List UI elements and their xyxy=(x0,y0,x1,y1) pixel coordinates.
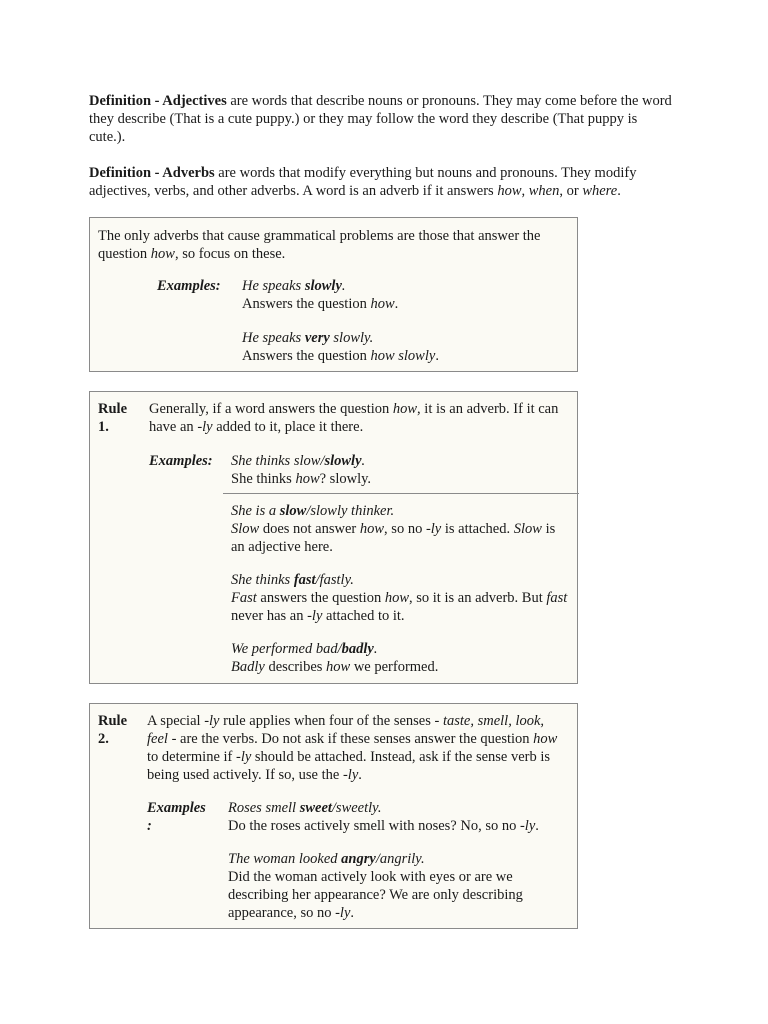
rule-1-example-3 xyxy=(231,571,571,625)
r2-t5: should be attached. Instead, ask if the sense verb is being used actively. If so, use the xyxy=(147,749,551,783)
rule-2-box xyxy=(89,703,578,929)
r1-ex2-n3: is attached. xyxy=(441,521,514,537)
box1-ex2-note: Answers the question xyxy=(242,348,371,364)
r2-ly2: -ly xyxy=(235,749,252,765)
r2-ex2-n1: Did the woman actively look with eyes or are we describing her appearance? We are only describing appearance, so no xyxy=(228,869,523,921)
r2-ex2-n2: . xyxy=(350,905,355,921)
r2-t1: A special xyxy=(147,713,205,729)
rule-2-example-1 xyxy=(228,799,573,835)
r1-ex2-n2: , so no xyxy=(384,521,426,537)
rule-1-box xyxy=(89,391,578,684)
adverbs-focus-box xyxy=(89,217,578,372)
r1-ex1-nem: how xyxy=(295,471,320,487)
r2-ex1-s2: /sweetly. xyxy=(331,800,382,816)
adverbs-text: are words that modify everything but nouns and pronouns. They modify adjectives, verbs, and other adverbs. A word is an adverb if it answers xyxy=(89,165,637,199)
adjectives-definition xyxy=(89,92,674,146)
adverbs-sep-1: , xyxy=(521,183,529,199)
r1-ex4-n2: we performed. xyxy=(350,659,439,675)
box1-ex1-note: Answers the question xyxy=(242,296,371,312)
r1-ex3-n3: never has an xyxy=(231,608,308,624)
r2-ex1-n2: . xyxy=(535,818,539,834)
r2-ex1-nem: -ly xyxy=(519,818,536,834)
r1-ex3-bold: fast xyxy=(293,572,316,588)
r1-ex4-s2: . xyxy=(373,641,378,657)
box1-ex1-bold: slowly xyxy=(304,278,342,294)
r1-ex2-e3: -ly xyxy=(425,521,442,537)
r1-ex2-e2: how xyxy=(359,521,385,537)
r1-ex3-n2: , so it is an adverb. But xyxy=(409,590,547,606)
box1-ex2-note-end: . xyxy=(435,348,439,364)
r1-ex2-s1: She is a xyxy=(231,503,280,519)
adverbs-end: . xyxy=(617,183,621,199)
rule-1-example-2 xyxy=(231,502,571,556)
r2-how: how xyxy=(533,731,558,747)
r1-ex3-e4: -ly xyxy=(307,608,323,624)
r1-ex3-e1: Fast xyxy=(231,590,257,606)
r2-ex1-bold: sweet xyxy=(299,800,332,816)
rule-2-label: Rule 2. xyxy=(98,713,127,747)
r2-ex2-bold: angry xyxy=(341,851,376,867)
r1-ex2-e4: Slow xyxy=(513,521,542,537)
adverbs-definition xyxy=(89,164,674,200)
r1-ex2-n4: is an adjective here. xyxy=(231,521,556,555)
r2-ex2-s2: /angrily. xyxy=(375,851,425,867)
rule1-ly: -ly xyxy=(197,419,213,435)
r1-ex4-e2: how xyxy=(326,659,351,675)
adverbs-where: where xyxy=(582,183,618,199)
r2-ly3: -ly xyxy=(342,767,359,783)
adverbs-term: Definition - Adverbs xyxy=(89,165,215,181)
adjectives-term: Definition - Adjectives xyxy=(89,93,227,109)
r1-ex1-s1: She thinks slow/ xyxy=(231,453,325,469)
r1-ex2-n1: does not answer xyxy=(259,521,360,537)
r1-ex3-e3: fast xyxy=(546,590,568,606)
rule-1-example-1 xyxy=(231,452,571,488)
rule1-t3: added to it, place it there. xyxy=(212,419,364,435)
r1-ex1-bold: slowly xyxy=(324,453,362,469)
rule1-t1: Generally, if a word answers the question xyxy=(149,401,393,417)
adverbs-how: how xyxy=(497,183,522,199)
r2-ex1-s1: Roses smell xyxy=(228,800,300,816)
rule1-how: how xyxy=(392,401,418,417)
r1-ex3-s1: She thinks xyxy=(231,572,294,588)
adverbs-when: when xyxy=(528,183,560,199)
r1-ex4-s1: We performed bad/ xyxy=(231,641,342,657)
r1-ex2-e1: Slow xyxy=(231,521,260,537)
r1-ex1-n1: She thinks xyxy=(231,471,296,487)
box1-intro-end: , so focus on these. xyxy=(174,246,286,262)
box1-ex2-bold: very xyxy=(304,330,330,346)
r2-ly: -ly xyxy=(204,713,220,729)
adjectives-text: are words that describe nouns or pronouns. They may come before the word they describe (That is a cute puppy.) or they may follow the word they describe (That puppy is cute.). xyxy=(89,93,672,145)
rule-2-examples-label: Examples : xyxy=(147,800,206,834)
box1-example-2 xyxy=(242,329,562,365)
r1-ex3-s2: /fastly. xyxy=(315,572,354,588)
box1-ex1-note-end: . xyxy=(394,296,399,312)
r2-ex1-n1: Do the roses actively smell with noses? No, so no xyxy=(228,818,520,834)
box1-ex1-note-em: how xyxy=(370,296,395,312)
box1-ex1-s2: . xyxy=(341,278,346,294)
adverbs-sep-2: , or xyxy=(559,183,583,199)
rule-1-examples-label: Examples: xyxy=(149,453,213,469)
r2-t4: to determine if xyxy=(147,749,236,765)
rule-1-divider xyxy=(223,493,579,494)
box1-ex2-s1: He speaks xyxy=(242,330,305,346)
box1-intro xyxy=(98,227,568,263)
rule-1-example-4 xyxy=(231,640,571,676)
box1-intro-how: how xyxy=(150,246,175,262)
rule-1-label: Rule 1. xyxy=(98,401,127,435)
r1-ex1-s2: . xyxy=(361,453,366,469)
rule-2-text xyxy=(147,712,567,784)
r2-ex2-nem: -ly xyxy=(335,905,351,921)
box1-ex2-s2: slowly. xyxy=(329,330,374,346)
r1-ex4-e1: Badly xyxy=(231,659,265,675)
r1-ex3-e2: how xyxy=(384,590,410,606)
r1-ex3-n4: attached to it. xyxy=(322,608,405,624)
r2-ex2-s1: The woman looked xyxy=(228,851,342,867)
r2-t6: . xyxy=(358,767,362,783)
box1-example-1 xyxy=(242,277,562,313)
r2-t3: - are the verbs. Do not ask if these senses answer the question xyxy=(167,731,534,747)
box1-ex2-note-em: how slowly xyxy=(370,348,436,364)
r1-ex4-bold: badly xyxy=(341,641,374,657)
r1-ex4-n1: describes xyxy=(264,659,327,675)
r1-ex3-n1: answers the question xyxy=(256,590,385,606)
box1-intro-text: The only adverbs that cause grammatical problems are those that answer the question xyxy=(98,228,541,262)
rule-2-example-2 xyxy=(228,850,558,922)
box1-ex1-s1: He speaks xyxy=(242,278,305,294)
r1-ex2-s2: /slowly thinker. xyxy=(306,503,395,519)
r2-t2: rule applies when four of the senses - xyxy=(219,713,443,729)
box1-examples-label: Examples: xyxy=(157,278,221,294)
rule-1-text xyxy=(149,400,567,436)
r2-senses: taste, smell, look, feel xyxy=(147,713,545,747)
r1-ex1-n2: ? slowly. xyxy=(319,471,372,487)
r1-ex2-bold: slow xyxy=(279,503,307,519)
rule1-t2: , it is an adverb. If it can have an xyxy=(149,401,559,435)
